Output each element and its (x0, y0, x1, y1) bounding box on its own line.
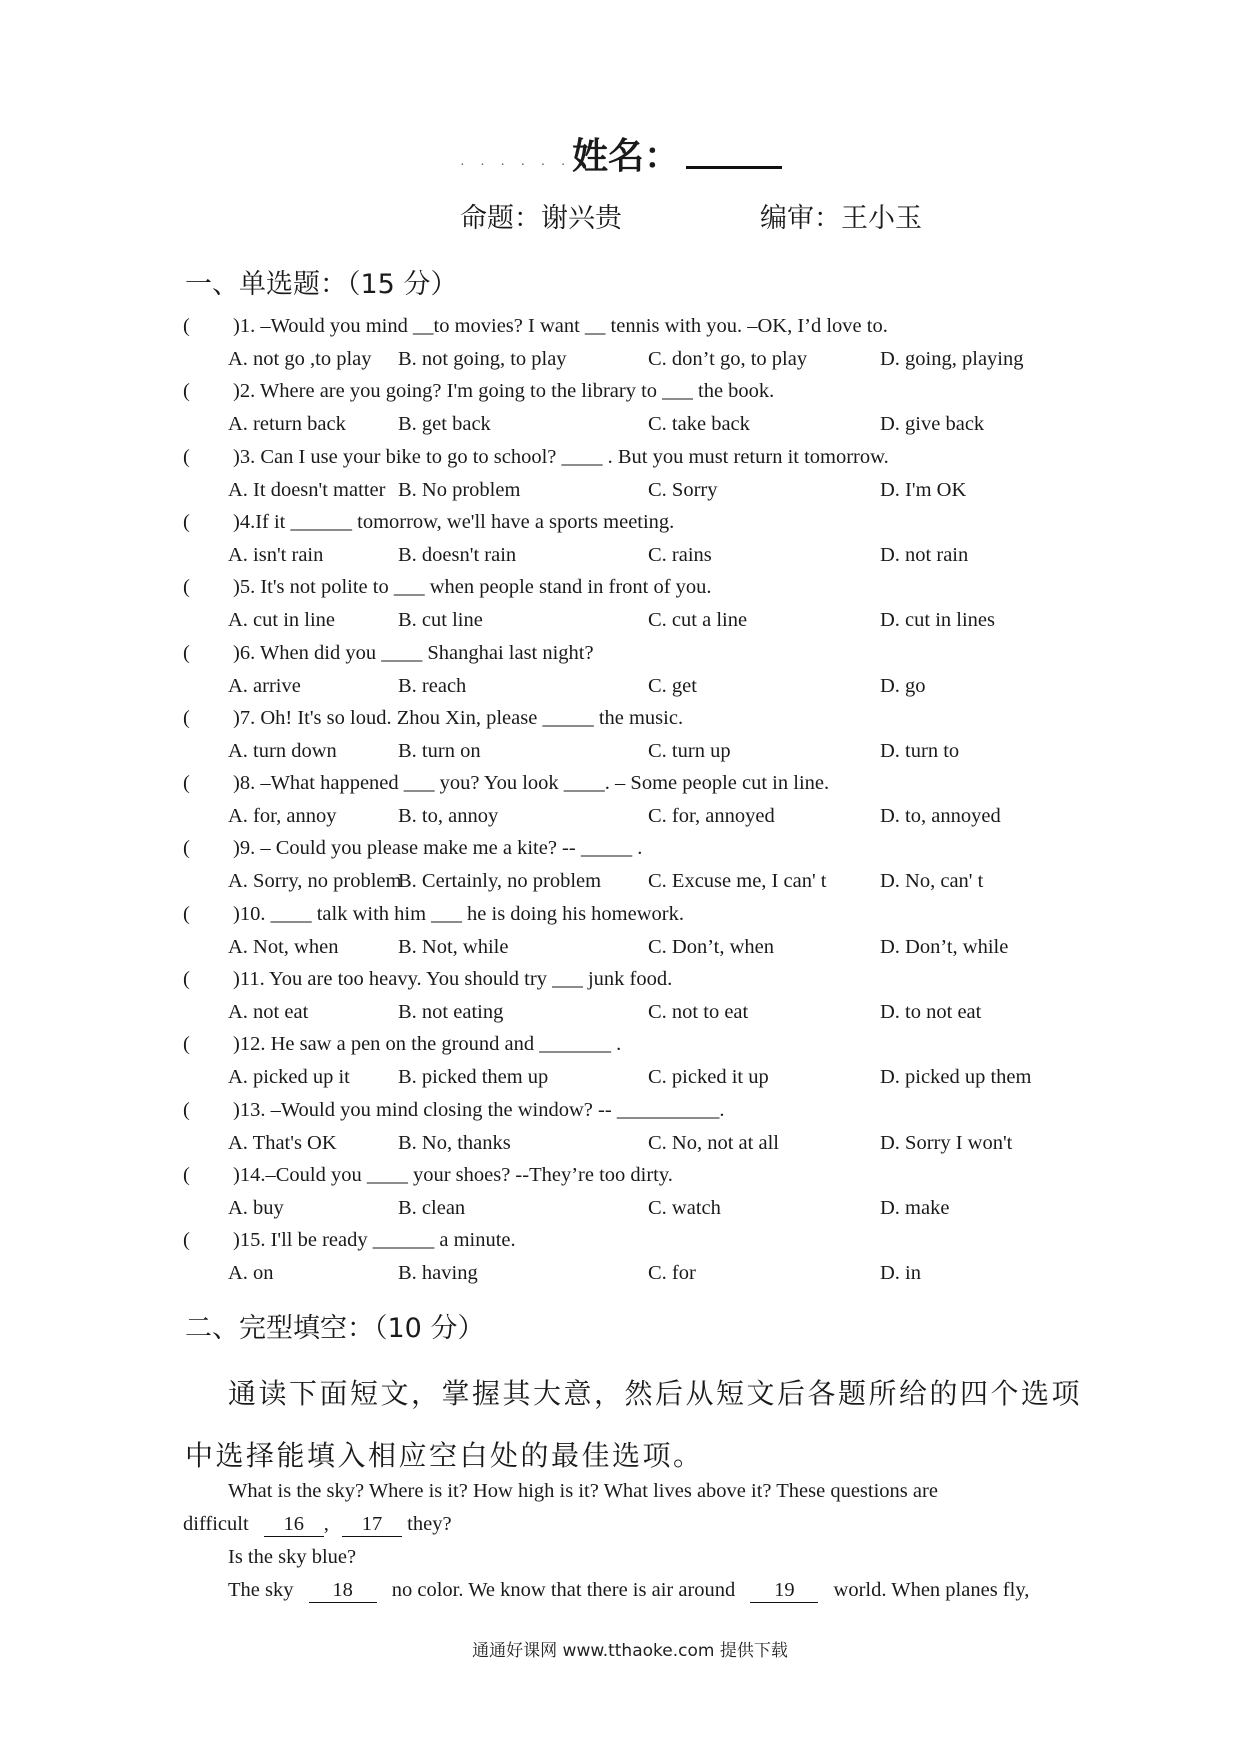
passage-text: difficult (183, 1513, 249, 1535)
option-b[interactable]: B. get back (398, 413, 491, 435)
answer-bracket[interactable]: ( (183, 707, 190, 729)
option-b[interactable]: B. having (398, 1262, 478, 1284)
option-c[interactable]: C. don’t go, to play (648, 348, 808, 370)
option-c[interactable]: C. Don’t, when (648, 936, 775, 958)
cloze-blank-18[interactable]: 18 (309, 1579, 377, 1603)
answer-bracket[interactable]: ( (183, 315, 190, 337)
question-text: )12. He saw a pen on the ground and _______ . (233, 1033, 622, 1055)
passage-line-1: What is the sky? Where is it? How high is it? What lives above it? These questions are (228, 1480, 938, 1502)
option-d[interactable]: D. go (880, 675, 926, 697)
footer-source: 通通好课网 www.tthaoke.com 提供下载 (472, 1641, 788, 1661)
name-blank-line[interactable] (686, 166, 782, 169)
instruction-line-1: 通读下面短文，掌握其大意，然后从短文后各题所给的四个选项 (228, 1377, 1083, 1410)
option-b[interactable]: B. No, thanks (398, 1132, 511, 1154)
option-d[interactable]: D. to, annoyed (880, 805, 1001, 827)
passage-line-4 (228, 1579, 1029, 1603)
name-label: 姓名： (572, 136, 681, 177)
option-c[interactable]: C. get (648, 675, 697, 697)
option-c[interactable]: C. turn up (648, 740, 731, 762)
question-text: )8. –What happened ___ you? You look ____. – Some people cut in line. (233, 772, 830, 794)
option-b[interactable]: B. Certainly, no problem (398, 870, 602, 892)
option-a[interactable]: A. for, annoy (228, 805, 337, 827)
answer-bracket[interactable]: ( (183, 1164, 190, 1186)
passage-text: , (323, 1513, 329, 1535)
question-text: )9. – Could you please make me a kite? -- _____ . (233, 837, 643, 859)
option-a[interactable]: A. not eat (228, 1001, 309, 1023)
authors-line (460, 196, 980, 236)
option-a[interactable]: A. return back (228, 413, 346, 435)
cloze-blank-17[interactable]: 17 (342, 1513, 402, 1537)
question-text: )2. Where are you going? I'm going to the library to ___ the book. (233, 380, 775, 402)
leader-dots: · · · · · · (460, 158, 572, 173)
option-b[interactable]: B. clean (398, 1197, 466, 1219)
option-b[interactable]: B. No problem (398, 479, 521, 501)
question-text: )13. –Would you mind closing the window? -- __________. (233, 1099, 725, 1121)
answer-bracket[interactable]: ( (183, 772, 190, 794)
option-d[interactable]: D. Sorry I won't (880, 1132, 1013, 1154)
instruction-line-2: 中选择能填入相应空白处的最佳选项。 (185, 1439, 704, 1472)
section-title-single-choice: 一、单选题：（15 分） (185, 269, 458, 300)
option-b[interactable]: B. cut line (398, 609, 483, 631)
name-field (440, 128, 840, 178)
option-d[interactable]: D. No, can' t (880, 870, 984, 892)
cloze-blank-19[interactable]: 19 (750, 1579, 818, 1603)
option-d[interactable]: D. I'm OK (880, 479, 967, 501)
answer-bracket[interactable]: ( (183, 968, 190, 990)
option-c[interactable]: C. watch (648, 1197, 721, 1219)
option-c[interactable]: C. for (648, 1262, 696, 1284)
answer-bracket[interactable]: ( (183, 1099, 190, 1121)
option-b[interactable]: B. reach (398, 675, 467, 697)
option-d[interactable]: D. picked up them (880, 1066, 1032, 1088)
passage-text: no color. We know that there is air around (391, 1579, 736, 1601)
option-d[interactable]: D. in (880, 1262, 921, 1284)
question-text: )11. You are too heavy. You should try ___ junk food. (233, 968, 673, 990)
passage-text: world. When planes fly, (833, 1579, 1030, 1601)
option-d[interactable]: D. turn to (880, 740, 960, 762)
option-c[interactable]: C. not to eat (648, 1001, 749, 1023)
option-a[interactable]: A. on (228, 1262, 274, 1284)
option-a[interactable]: A. It doesn't matter (228, 479, 386, 501)
reviewer: 编审：王小玉 (760, 203, 922, 234)
option-c[interactable]: C. for, annoyed (648, 805, 775, 827)
question-text: )15. I'll be ready ______ a minute. (233, 1229, 516, 1251)
answer-bracket[interactable]: ( (183, 446, 190, 468)
question-text: )3. Can I use your bike to go to school? ____ . But you must return it tomorrow. (233, 446, 889, 468)
option-d[interactable]: D. give back (880, 413, 985, 435)
option-a[interactable]: A. Not, when (228, 936, 339, 958)
passage-text: they? (407, 1513, 452, 1535)
option-b[interactable]: B. not eating (398, 1001, 504, 1023)
option-d[interactable]: D. not rain (880, 544, 969, 566)
option-c[interactable]: C. rains (648, 544, 712, 566)
option-c[interactable]: C. picked it up (648, 1066, 769, 1088)
answer-bracket[interactable]: ( (183, 511, 190, 533)
option-c[interactable]: C. cut a line (648, 609, 748, 631)
option-a[interactable]: A. not go ,to play (228, 348, 372, 370)
author: 命题：谢兴贵 (460, 203, 622, 234)
question-text: )14.–Could you ____ your shoes? --They’re too dirty. (233, 1164, 673, 1186)
option-b[interactable]: B. turn on (398, 740, 481, 762)
question-text: )5. It's not polite to ___ when people stand in front of you. (233, 576, 712, 598)
question-text: )1. –Would you mind __to movies? I want __ tennis with you. –OK, I’d love to. (233, 315, 888, 337)
answer-bracket[interactable]: ( (183, 837, 190, 859)
option-a[interactable]: A. cut in line (228, 609, 336, 631)
option-c[interactable]: C. Sorry (648, 479, 718, 501)
passage-line-3: Is the sky blue? (228, 1546, 357, 1568)
option-a[interactable]: A. Sorry, no problem (228, 870, 402, 892)
option-b[interactable]: B. picked them up (398, 1066, 549, 1088)
question-text: )4.If it ______ tomorrow, we'll have a sports meeting. (233, 511, 675, 533)
option-d[interactable]: D. going, playing (880, 348, 1024, 370)
option-b[interactable]: B. doesn't rain (398, 544, 517, 566)
answer-bracket[interactable]: ( (183, 380, 190, 402)
option-a[interactable]: A. That's OK (228, 1132, 337, 1154)
answer-bracket[interactable]: ( (183, 576, 190, 598)
section-title-cloze: 二、完型填空：（10 分） (185, 1313, 485, 1344)
option-b[interactable]: B. to, annoy (398, 805, 499, 827)
passage-text: The sky (228, 1579, 294, 1601)
option-d[interactable]: D. to not eat (880, 1001, 982, 1023)
passage-line-2 (183, 1513, 452, 1537)
option-a[interactable]: A. arrive (228, 675, 301, 697)
question-text: )7. Oh! It's so loud. Zhou Xin, please _____ the music. (233, 707, 684, 729)
option-b[interactable]: B. Not, while (398, 936, 509, 958)
option-d[interactable]: D. Don’t, while (880, 936, 1009, 958)
option-a[interactable]: A. turn down (228, 740, 337, 762)
option-a[interactable]: A. isn't rain (228, 544, 324, 566)
cloze-blank-16[interactable]: 16 (264, 1513, 324, 1537)
option-a[interactable]: A. picked up it (228, 1066, 350, 1088)
option-d[interactable]: D. make (880, 1197, 950, 1219)
option-c[interactable]: C. take back (648, 413, 750, 435)
option-d[interactable]: D. cut in lines (880, 609, 996, 631)
answer-bracket[interactable]: ( (183, 1229, 190, 1251)
answer-bracket[interactable]: ( (183, 642, 190, 664)
option-c[interactable]: C. No, not at all (648, 1132, 779, 1154)
question-text: )10. ____ talk with him ___ he is doing his homework. (233, 903, 684, 925)
question-text: )6. When did you ____ Shanghai last night? (233, 642, 594, 664)
answer-bracket[interactable]: ( (183, 1033, 190, 1055)
option-c[interactable]: C. Excuse me, I can' t (648, 870, 827, 892)
answer-bracket[interactable]: ( (183, 903, 190, 925)
option-b[interactable]: B. not going, to play (398, 348, 567, 370)
option-a[interactable]: A. buy (228, 1197, 284, 1219)
